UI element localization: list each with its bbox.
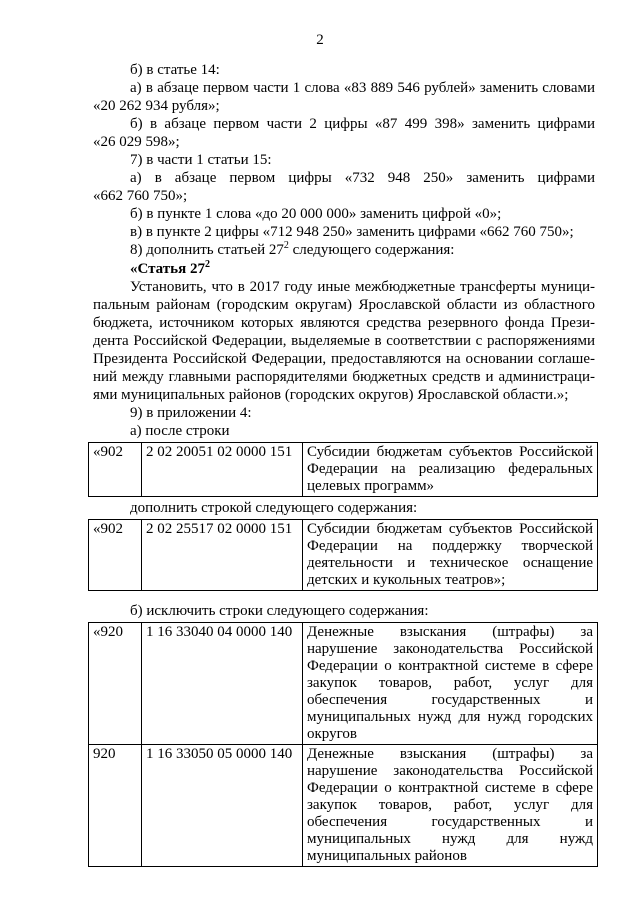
table-cell-budget-code: 2 02 20051 02 0000 151 [142, 443, 303, 497]
page-number: 2 [316, 32, 324, 48]
table-cell-budget-code: 1 16 33050 05 0000 140 [142, 745, 303, 867]
text-line: 7) в части 1 статьи 15: [130, 152, 272, 168]
text-line: 9) в приложении 4: [130, 405, 252, 421]
text-line: а) в абзаце первом части 1 слова «83 889 546 рублей» заменить словами [130, 80, 595, 96]
table-cell-description: Субсидии бюджетам субъектов Российской Федерации на поддержку творческой деятельности и техническое оснащение детских и кукольных театров»; [303, 520, 598, 591]
table-cell-admin-code: «920 [89, 623, 142, 745]
text-line: «662 760 750»; [93, 188, 188, 204]
table-row [89, 520, 598, 591]
table-cell-description: Денежные взыскания (штрафы) за нарушение законодательства Российской Федерации о контрактной системе в сфере закупок товаров, работ, услуг для обеспечения государственных и муниципальных нужд для нужд муниципальных районов [303, 745, 598, 867]
paragraph-line: бюджета, источником которых являются средства резервного фонда Прези- [93, 315, 595, 331]
superscript: 2 [283, 240, 289, 251]
paragraph-line: дента Российской Федерации, выделяемые в соответствии с распоряжениями [93, 333, 595, 349]
text-line: «20 262 934 рубля»; [93, 98, 220, 114]
paragraph-line: Президента Российской Федерации, предоставляются на основании соглаше- [93, 351, 595, 367]
text-line: в) в пункте 2 цифры «712 948 250» заменить цифрами «662 760 750»; [130, 224, 574, 240]
table-row [89, 623, 598, 745]
table-cell-budget-code: 1 16 33040 04 0000 140 [142, 623, 303, 745]
text-line: б) исключить строки следующего содержания: [130, 603, 429, 619]
table-cell-admin-code: «902 [89, 443, 142, 497]
table-cell-description: Денежные взыскания (штрафы) за нарушение законодательства Российской Федерации о контрактной системе в сфере закупок товаров, работ, услуг для обеспечения государственных и муниципальных нужд для нужд городских округов [303, 623, 598, 745]
text-line: а) в абзаце первом цифры «732 948 250» заменить цифрами [130, 170, 595, 186]
table-cell-admin-code: «902 [89, 520, 142, 591]
table-cell-description: Субсидии бюджетам субъектов Российской Федерации на реализацию федеральных целевых программ» [303, 443, 598, 497]
budget-table-2 [88, 519, 598, 591]
text-line [130, 242, 595, 259]
paragraph-line: Установить, что в 2017 году иные межбюджетные трансферты муници- [130, 279, 595, 295]
text-line: дополнить строкой следующего содержания: [130, 500, 418, 516]
budget-table-1 [88, 442, 598, 497]
text-line: «26 029 598»; [93, 134, 180, 150]
article-heading-text: «Статья 27 [130, 261, 205, 277]
budget-table-3 [88, 622, 598, 867]
table-row [89, 745, 598, 867]
table-row [89, 443, 598, 497]
text-line: б) в пункте 1 слова «до 20 000 000» заменить цифрой «0»; [130, 206, 502, 222]
table-cell-admin-code: 920 [89, 745, 142, 867]
text-line: б) в статье 14: [130, 62, 220, 78]
text-line: а) после строки [130, 423, 230, 439]
paragraph-line: ний между главными распорядителями бюджетных средств и администраци- [93, 369, 595, 385]
superscript: 2 [204, 259, 210, 270]
text-line: б) в абзаце первом части 2 цифры «87 499 398» заменить цифрами [130, 116, 595, 132]
text-fragment: следующего содержания: [288, 242, 455, 258]
article-heading [130, 261, 595, 278]
table-cell-budget-code: 2 02 25517 02 0000 151 [142, 520, 303, 591]
paragraph-line: пальным районам (городским округам) Ярославской области из областного [93, 297, 595, 313]
paragraph-line: ями муниципальных районов (городских округов) Ярославской области.»; [93, 387, 569, 403]
text-fragment: 8) дополнить статьей 27 [130, 242, 284, 258]
